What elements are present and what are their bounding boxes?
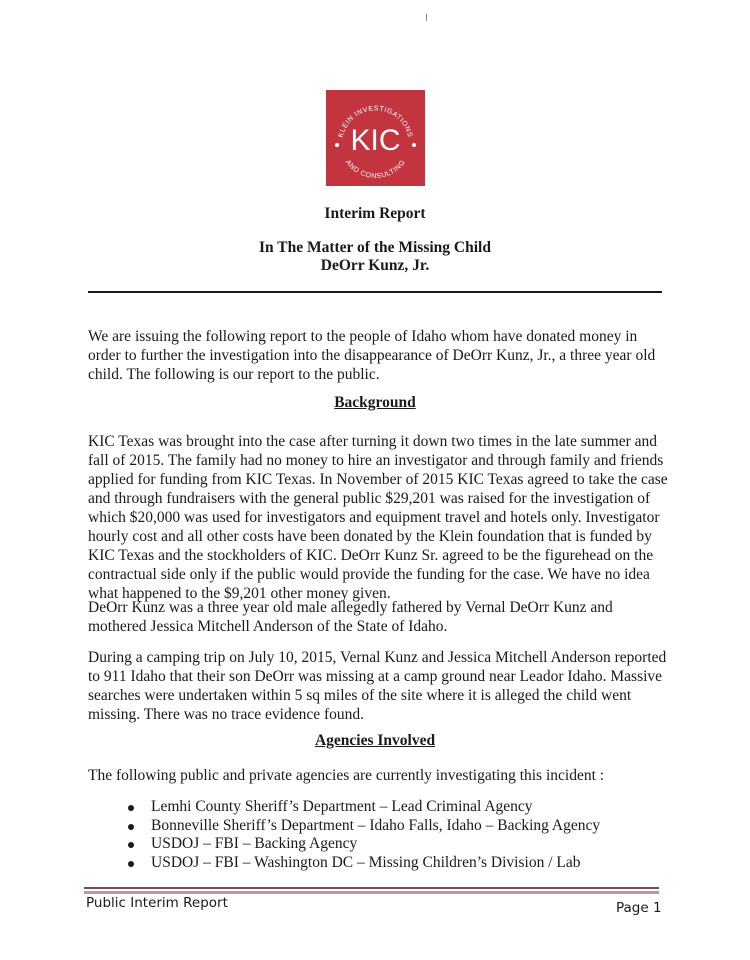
kic-logo (326, 90, 425, 186)
bullet-icon (128, 824, 134, 830)
report-title: Interim Report (324, 205, 426, 222)
bullet-icon (128, 861, 134, 867)
logo-main-text: KIC (350, 124, 401, 157)
agency-label: Bonneville Sheriff’s Department – Idaho Falls, Idaho – Backing Agency (151, 816, 601, 834)
background-paragraph-2: DeOrr Kunz was a three year old male allegedly fathered by Vernal DeOrr Kunz and mothered Jessica Mitchell Anderson of the State of Idaho. (88, 599, 613, 635)
subtitle-line-2: DeOrr Kunz, Jr. (320, 257, 430, 274)
agencies-list (128, 798, 648, 872)
report-subtitle (0, 239, 750, 275)
logo-ring-top-text: KLEIN INVESTIGATIONS (337, 105, 414, 139)
list-item (128, 798, 648, 817)
agency-label: Lemhi County Sheriff’s Department – Lead Criminal Agency (151, 798, 533, 815)
background-paragraph-1: KIC Texas was brought into the case after turning it down two times in the late summer and fall of 2015. The family had no money to hire an investigator and through family and friends applied for funding from KIC Texas. In November of 2015 KIC Texas agreed to take the case and through fundraisers with the general public $29,201 was raised for the investigation of which $20,000 was used for investigators and equipment travel and hotels only. Investigator hourly cost and all other costs have been donated by the Klein foundation that is funded by KIC Texas and the stockholders of KIC. DeOrr Kunz Sr. agreed to be the figurehead on the contractual side only if the public would provide the funding for the case. We have no idea what happened to the $9,201 other money given. (88, 433, 668, 602)
list-item (128, 817, 648, 836)
bullet-icon (128, 805, 134, 811)
list-item (128, 854, 648, 873)
footer-divider-accent (84, 891, 659, 894)
scan-mark (426, 14, 427, 21)
list-item (128, 835, 648, 854)
footer-divider (84, 887, 659, 889)
bullet-icon (128, 842, 134, 848)
background-paragraph-3: During a camping trip on July 10, 2015, Vernal Kunz and Jessica Mitchell Anderson reported to 911 Idaho that their son DeOrr was missing at a camp ground near Leador Idaho. Massive searches were undertaken within 5 sq miles of the site where it is alleged the child went missing. There was no trace evidence found. (88, 649, 667, 723)
page-number: Page 1 (616, 900, 662, 916)
agency-label: USDOJ – FBI – Backing Agency (151, 835, 358, 852)
agencies-intro: The following public and private agencies are currently investigating this incident : (88, 767, 605, 784)
subtitle-line-1: In The Matter of the Missing Child (259, 239, 491, 256)
footer-title: Public Interim Report (86, 895, 228, 911)
agencies-heading: Agencies Involved (314, 732, 436, 749)
header-divider (88, 291, 662, 293)
intro-paragraph: We are issuing the following report to the people of Idaho whom have donated money in order to further the investigation into the disappearance of DeOrr Kunz, Jr., a three year old child. The following is our report to the public. (88, 328, 656, 383)
agency-label: USDOJ – FBI – Washington DC – Missing Children’s Division / Lab (151, 853, 581, 871)
background-heading: Background (334, 394, 416, 411)
logo-ring-bottom-text: AND CONSULTING (343, 158, 408, 181)
